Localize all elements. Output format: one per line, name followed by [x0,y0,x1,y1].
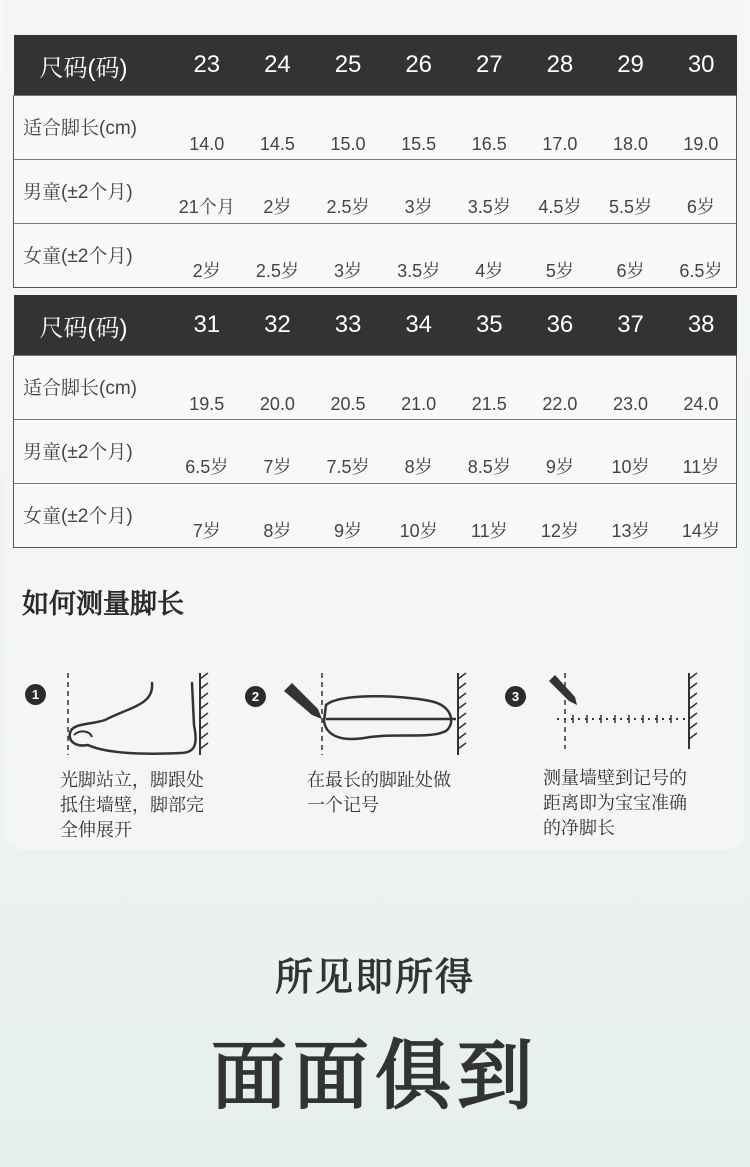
table-cell: 19.0 [666,96,737,160]
table-cell: 12岁 [525,484,596,548]
size-header-label: 尺码(码) [14,35,172,96]
size-header-row [14,295,737,356]
table-cell: 16.5 [454,96,525,160]
step-text-line: 一个记号 [307,795,379,815]
table-cell: 4.5岁 [525,160,596,224]
table-cell: 6.5岁 [666,224,737,288]
step-2-text [307,768,451,818]
table-cell: 3岁 [383,160,454,224]
row-label: 女童(±2个月) [14,484,172,548]
table-cell: 2岁 [242,160,313,224]
size-header-cell: 24 [242,35,313,96]
table-cell: 7岁 [172,484,243,548]
size-header-cell: 26 [383,35,454,96]
row-label: 男童(±2个月) [14,160,172,224]
step-text-line: 测量墙壁到记号的 [543,768,687,788]
table-cell: 11岁 [454,484,525,548]
table-row [14,420,737,484]
table-row [14,96,737,160]
table-cell: 10岁 [595,420,666,484]
table-cell: 20.5 [313,356,384,420]
size-header-cell: 29 [595,35,666,96]
table-row [14,356,737,420]
step-number: 1 [25,684,46,705]
size-header-cell: 25 [313,35,384,96]
table-row [14,224,737,288]
step-number: 2 [245,686,266,707]
size-header-cell: 27 [454,35,525,96]
size-header-cell: 35 [454,295,525,356]
table-cell: 20.0 [242,356,313,420]
size-header-cell: 32 [242,295,313,356]
step-text-line: 在最长的脚趾处做 [307,770,451,790]
step-text-line: 抵住墙壁，脚部完 [60,795,204,815]
table-cell: 24.0 [666,356,737,420]
size-header-cell: 34 [383,295,454,356]
table-cell: 2.5岁 [242,224,313,288]
table-cell: 4岁 [454,224,525,288]
table-cell: 14岁 [666,484,737,548]
size-header-cell: 23 [172,35,243,96]
mark-toe-icon [280,665,510,765]
table-cell: 2岁 [172,224,243,288]
howto-title: 如何测量脚长 [22,589,184,619]
row-label: 适合脚长(cm) [14,96,172,160]
table-cell: 14.0 [172,96,243,160]
table-cell: 8岁 [383,420,454,484]
size-table-2 [13,295,737,548]
step-text-line: 全伸展开 [60,820,132,840]
table-cell: 21个月 [172,160,243,224]
row-label: 适合脚长(cm) [14,356,172,420]
table-cell: 15.0 [313,96,384,160]
step-3-text [543,766,687,841]
footer-subtitle: 所见即所得 [274,957,475,999]
step-1 [0,660,250,850]
table-cell: 22.0 [525,356,596,420]
measure-to-wall-icon [543,665,743,765]
table-cell: 11岁 [666,420,737,484]
table-cell: 6岁 [595,224,666,288]
step-2 [245,660,495,850]
size-header-cell: 36 [525,295,596,356]
table-cell: 6岁 [666,160,737,224]
table-cell: 19.5 [172,356,243,420]
step-1-text [60,768,204,843]
row-label: 男童(±2个月) [14,420,172,484]
table-row [14,160,737,224]
size-header-row [14,35,737,96]
size-header-cell: 33 [313,295,384,356]
step-3 [503,660,743,850]
table-cell: 3岁 [313,224,384,288]
table-cell: 2.5岁 [313,160,384,224]
step-text-line: 光脚站立，脚跟处 [60,770,204,790]
table-cell: 9岁 [313,484,384,548]
size-table-1 [13,35,737,288]
table-cell: 15.5 [383,96,454,160]
size-header-cell: 38 [666,295,737,356]
footer-title: 面面俱到 [211,1031,539,1120]
size-header-cell: 28 [525,35,596,96]
table-cell: 17.0 [525,96,596,160]
table-cell: 5.5岁 [595,160,666,224]
size-header-cell: 37 [595,295,666,356]
table-cell: 3.5岁 [383,224,454,288]
table-cell: 21.5 [454,356,525,420]
step-text-line: 的净脚长 [543,818,615,838]
step-number: 3 [505,686,526,707]
foot-against-wall-icon [60,665,220,765]
size-header-cell: 31 [172,295,243,356]
table-cell: 21.0 [383,356,454,420]
table-cell: 13岁 [595,484,666,548]
table-cell: 23.0 [595,356,666,420]
size-header-label: 尺码(码) [14,295,172,356]
table-row [14,484,737,548]
table-cell: 18.0 [595,96,666,160]
table-cell: 7.5岁 [313,420,384,484]
table-cell: 9岁 [525,420,596,484]
table-cell: 5岁 [525,224,596,288]
table-cell: 6.5岁 [172,420,243,484]
table-cell: 7岁 [242,420,313,484]
row-label: 女童(±2个月) [14,224,172,288]
table-cell: 8.5岁 [454,420,525,484]
table-cell: 3.5岁 [454,160,525,224]
table-cell: 10岁 [383,484,454,548]
size-header-cell: 30 [666,35,737,96]
table-cell: 14.5 [242,96,313,160]
table-cell: 8岁 [242,484,313,548]
step-text-line: 距离即为宝宝准确 [543,793,687,813]
